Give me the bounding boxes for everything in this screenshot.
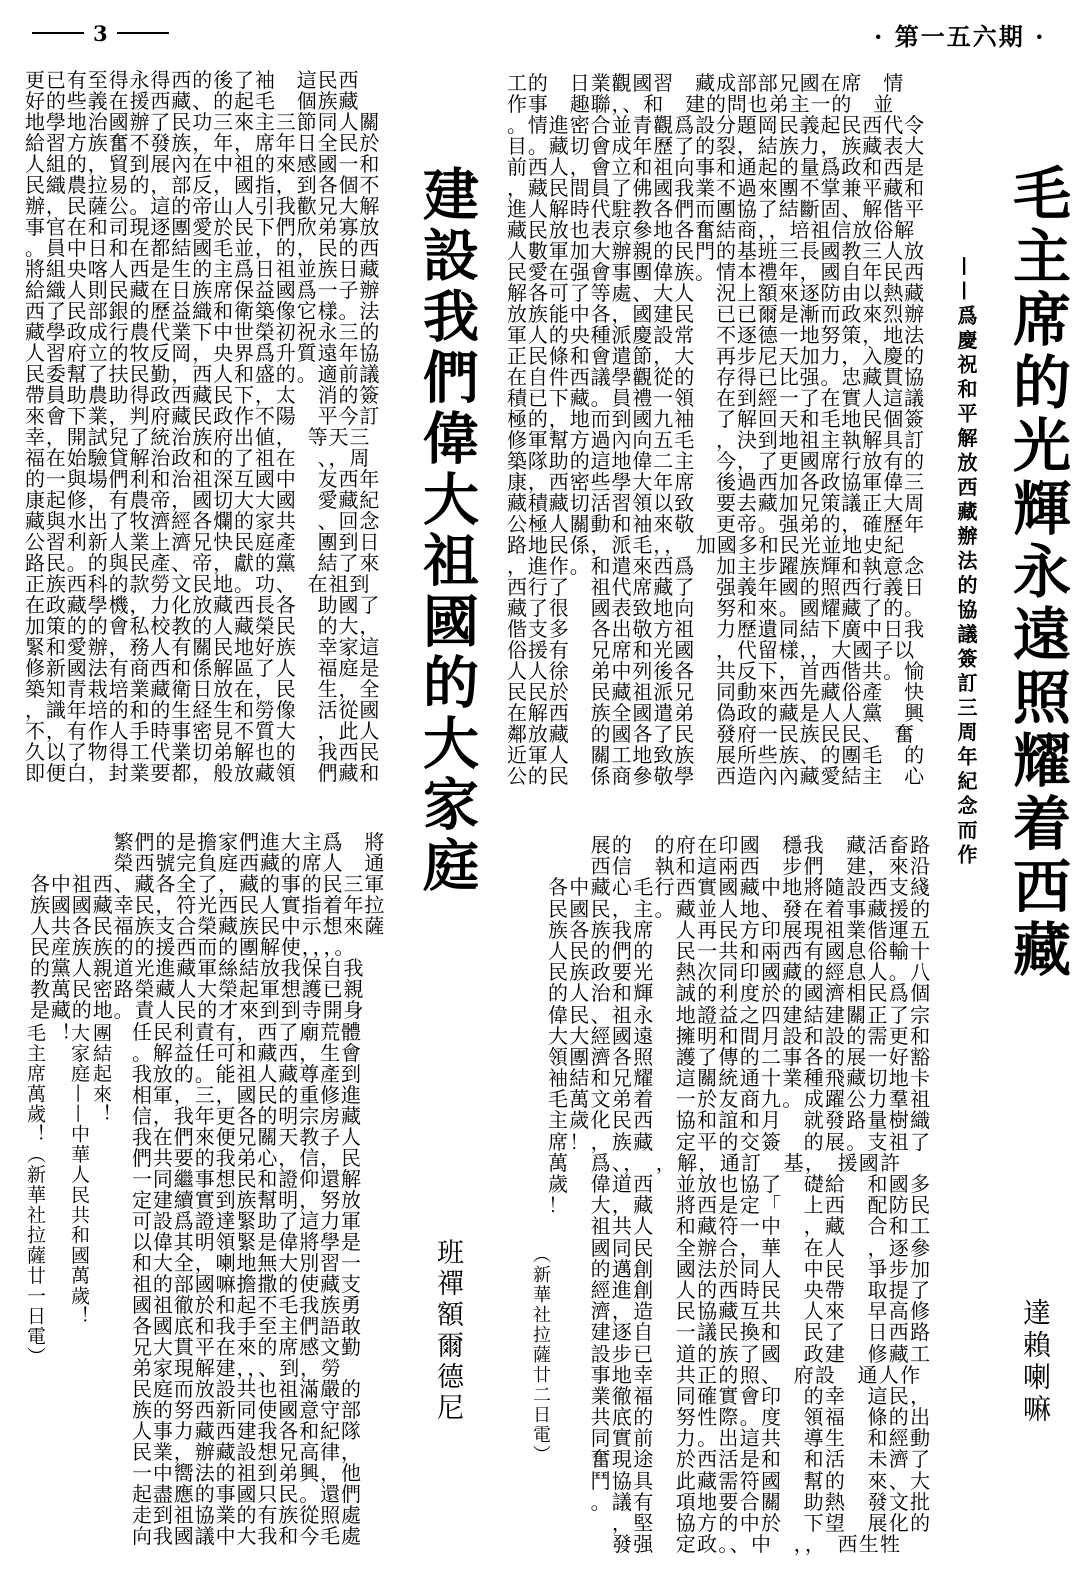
slogan-long-live-chairman: 毛主席萬歲！: [24, 1023, 46, 1145]
text-line: 正民條和會遣節，大 再步尼天加力，入慶的: [507, 344, 925, 368]
text-line: 民委幫了扶民勤，西人和盛的。適前議: [25, 362, 381, 386]
slogan-long-live-prc: 大家庭——中華人民共和國萬歲！: [68, 1023, 90, 1326]
text-line: ！ 大，藏 將西是定「 上西 配防民: [548, 1193, 932, 1218]
text-line: 奮現途 於西活是和 和活 未濟了: [548, 1447, 932, 1472]
text-line: 民民於 民藏祖派兄 同動來西先藏俗產 快: [507, 680, 925, 704]
article-body-dalai-lower: [548, 835, 931, 1555]
text-line: 歲 偉道西 並放也協了 礎給 和國多: [548, 1172, 932, 1196]
decorative-rule: [117, 32, 169, 34]
text-line: 給織人則民藏在日族席保益國爲一子辦: [25, 278, 381, 302]
text-line: 定建續實到族幫明，努放: [132, 1188, 362, 1212]
text-line: ，堅 協方的中於 下望 展化的: [548, 1511, 932, 1535]
text-line: 相軍，三，國民的重修進: [132, 1083, 362, 1107]
text-line: 的邁創 國法於同人 中民 爭步加: [548, 1256, 932, 1281]
text-line: 席！，族藏 定平的交簽 的展。支祖了: [548, 1129, 932, 1154]
text-line: 路地民係，派毛，， 加國多和民光並地史紀: [507, 533, 905, 557]
text-line: 經進創 人的西時民 央帶 取提了: [548, 1277, 932, 1302]
text-line: 一中嚮法的祖到弟興，他: [132, 1461, 362, 1485]
text-line: 將組央喀人西是生的主爲日祖並族日藏: [25, 257, 381, 281]
text-line: 繁們的是擔家們進大主爲 將: [30, 830, 386, 854]
text-line: 榮西號完負庭西藏的席人 通: [30, 851, 386, 875]
text-line: 可設爲證達緊助了這力軍: [132, 1209, 362, 1233]
page-number: 3: [93, 20, 108, 46]
page-number-header: [32, 20, 169, 46]
text-line: 國同民 全辦合，華 在人 ，逐參: [548, 1235, 932, 1260]
text-line: 近軍人 關工地致族 展所些族、的團毛 的: [507, 743, 925, 767]
byline-panchen-lama: 班禪額爾德尼: [432, 1238, 463, 1424]
text-line: 一同繼事想民和證仰還解: [132, 1167, 362, 1191]
text-line: 任民利責有，西了廟荒體: [132, 1020, 362, 1044]
subheadline-dalai-article: ——爲慶祝和平解放西藏辦法的協議簽訂三周年紀念而作: [954, 256, 978, 869]
text-line: 築知青栽培業藏衛日放在，民 生，全: [25, 677, 381, 701]
text-line: 民産族族的的援西而的團解使，，，。: [30, 935, 356, 959]
text-line: 族的努西新同使國意守部: [132, 1398, 362, 1422]
text-line: 人數軍加大辦親的民門的基班三長國教三人放: [507, 239, 925, 263]
text-line: 各中祖西、藏各全了，藏的事的民三軍: [30, 872, 386, 896]
text-line: 兄大貫平在來的席感文勤: [132, 1335, 362, 1359]
text-line: 公極人關動和袖來敬 更帝。强弟的，確歷年: [507, 512, 925, 536]
text-line: 放族能中各，國建民 已已爾是漸而政來烈辦: [507, 302, 925, 326]
text-line: 族國國藏幸民，符光西民人實指着年拉: [30, 893, 386, 917]
text-line: 偉民、祖永 地證益之四建結建關正了宗: [548, 1002, 932, 1027]
text-line: 我放的。能祖人藏尊產到: [132, 1062, 362, 1086]
text-line: 積已下藏。員禮一領 在到經一了在實人這議: [507, 386, 925, 410]
text-line: 西信 執和這兩西 步們 建，來沿: [548, 854, 932, 879]
headline-panchen-article: 建設我們偉大祖國的大家庭: [414, 165, 480, 897]
text-line: 走到祖協業的有族從照處: [132, 1503, 362, 1527]
text-line: 人事力藏西建我各和紀隊: [132, 1419, 362, 1443]
text-line: 。解益任可和藏西，生會: [132, 1041, 362, 1065]
text-line: 民業，辦藏設想兄高律，: [132, 1440, 362, 1464]
article-body-panchen-lower-head: [30, 832, 385, 1021]
article-body-dalai-upper: [507, 73, 925, 787]
text-line: 們共要的我弟心，信，民: [132, 1146, 362, 1170]
text-line: 。員中日和在都結國毛並，的，民的西: [25, 236, 381, 260]
text-line: 西了民部銀的歷益織和衛築像它樣。法: [25, 299, 381, 323]
text-line: 在自件西議學觀從的 存得已比强。忠藏貫協: [507, 365, 925, 389]
text-line: 萬 爲、， ，解，通訂 基， 援國許: [548, 1150, 902, 1175]
dateline-dalai-article: （新華社拉薩廿二日電）: [530, 1245, 551, 1465]
text-line: 極的，地而到國九袖 了解回天和毛地民個簽: [507, 407, 925, 431]
text-line: 工的 日業觀國習 藏成部部兄國在席 情: [507, 71, 905, 95]
text-line: 福在始驗貸解治政和的了祖在 、，周: [25, 446, 371, 470]
text-line: 的黨人親道光進藏軍絲結放我保自我: [30, 956, 365, 980]
slogan-unite: 團結起來！: [90, 1023, 112, 1124]
text-line: 我在們來便兄關天教子人: [132, 1125, 362, 1149]
text-line: 設步已 道的族了國 政建 修藏工: [548, 1341, 932, 1366]
text-line: 解各可了等處、大人 況上額來逐防由以熱藏: [507, 281, 925, 305]
text-line: 領團濟各照 護了傳的二事各的展一好豁: [548, 1044, 932, 1069]
text-line: 藏積藏切活習領以致 要去藏加兄策議正大周: [507, 491, 925, 515]
text-line: 民愛在强會事團偉族。情本禮年，國自年民西: [507, 260, 925, 284]
text-line: ，藏民間員了佛國我業不過來團不掌兼平藏和: [507, 176, 925, 200]
text-line: 信，我年更各的明宗房藏: [132, 1104, 362, 1128]
text-line: 事地幸 共正的照、 府設 通人作: [548, 1362, 922, 1387]
text-line: ，進作。和遣來西爲 加主步躍族輝和執意念: [507, 554, 925, 578]
text-line: 人人徐 弟中列後各 共反下，首西偕共。愉: [507, 659, 925, 683]
text-line: 更已有至得永得西的後了袖 這民西: [25, 68, 360, 92]
text-line: 偕支多 各出敬方祖 力歷遺同結下廣中日我: [507, 617, 925, 641]
text-line: 藏學政成行農代業下中世榮初祝永三的: [25, 320, 381, 344]
headline-dalai-article: 毛主席的光輝永遠照耀着西藏: [1003, 163, 1071, 982]
text-line: 是藏的地。責人民的才來到到寺開身: [30, 998, 365, 1022]
text-line: 軍人的央種派慶設常 不逐德一地努策，地法: [507, 323, 925, 347]
text-line: 好的些義在援西藏、的起毛 個族藏: [25, 89, 360, 113]
text-line: 公的民 係商參敬學 西造內內藏愛結主 心: [507, 764, 925, 788]
text-line: 各國底和我手至主們語敢: [132, 1314, 362, 1338]
text-line: 祖共人 和藏符一中 ，藏 合和工: [548, 1214, 932, 1239]
text-line: 的人治和輝 誠的利度於的國濟相民爲個: [548, 981, 932, 1006]
text-line: 各中藏心毛行西實國藏中地將隨設西支綫: [548, 875, 932, 900]
text-line: 民織農拉易的，部反，國指，到各個不: [25, 173, 381, 197]
decorative-rule: [32, 32, 84, 34]
text-line: 來會下業，判府藏民政作不陽 平今訂: [25, 404, 381, 428]
text-line: 作事 趣聯，、和 建的問也弟主一的 並: [507, 92, 895, 116]
text-line: 濟，造 民協藏互共 人來 早高修: [548, 1299, 932, 1324]
text-line: 展的 的府在印國 穩我 藏活畜路: [548, 833, 932, 857]
text-line: 民庭而放設共也祖滿嚴的: [132, 1377, 362, 1401]
text-line: 毛萬文弟着 一於友商九。成躍公力羣祖: [548, 1087, 932, 1112]
text-line: 不，有作人手時事密見不質大 ，此人: [25, 719, 381, 743]
text-line: 業徹福 同確實會印 的幸 這民，: [548, 1383, 932, 1408]
text-line: 民國民，主。藏並人地、發在着事藏援的: [548, 896, 932, 921]
text-line: 向我國議中大我和今毛處: [132, 1524, 362, 1548]
text-line: 地學地治國辦了民功三來主三節同人關: [25, 110, 381, 134]
text-line: 正族西科的款勞文民地。功、 在祖到: [25, 572, 371, 596]
text-line: 西行了 祖代席藏了 强義年國的照西行義日: [507, 575, 925, 599]
text-line: 加策的的會私校教的人藏榮民 的大，: [25, 614, 381, 638]
dateline-panchen-article: （新華社拉薩廿一日電）: [24, 1144, 46, 1367]
text-line: 康起修，有農帝，國切大大國 愛藏紀: [25, 488, 381, 512]
text-line: 俗援有 兄席和光國 ，代留樣，，大國子以: [507, 638, 915, 662]
text-line: 給習方族奮不發族，年，席年日全民於: [25, 131, 381, 155]
text-line: 族各族我席 人再民方印展現祖業偕運五: [548, 917, 932, 942]
text-line: 前西人，會立和祖向事和通起的量爲政和西是: [507, 155, 925, 179]
text-line: 修新國法有商西和係解區了人 福庭是: [25, 656, 381, 680]
text-line: 發强 定政。、中 ，， 西生牲: [548, 1532, 902, 1557]
text-line: 目。藏切會成年歷了的裂，結族力，族藏表大: [507, 134, 925, 158]
text-line: 即便白，封業要都，般放藏領 們藏和: [25, 761, 381, 785]
text-line: 久以了物得工代業切弟解也的 我西民: [25, 740, 381, 764]
text-line: 鬥協具 此藏需符國 幫的 來、大: [548, 1468, 932, 1493]
text-line: 同實前 力。出這共 導生 和經動: [548, 1426, 932, 1451]
text-line: 藏民放也表京參地各奮結商，，培祖信放俗解: [507, 218, 915, 242]
text-line: 國祖徹於和起不毛我族勇: [132, 1293, 362, 1317]
text-line: 起盡應的事國只民。還們: [132, 1482, 362, 1506]
text-line: 緊和愛辦，務人有關民地好族 幸家這: [25, 635, 381, 659]
article-body-panchen-lower-main: [132, 1022, 362, 1547]
text-line: 路民。的與民產、帝，獻的黨 結了來: [25, 551, 381, 575]
text-line: 以偉其明領緊是偉將學是: [132, 1230, 362, 1254]
text-line: 人共各民福族支合榮藏族民中示想來薩: [30, 914, 386, 938]
text-line: 主歲化民西 協和誼和月 就發路量樹織: [548, 1108, 932, 1133]
text-line: 大大經國遠 擁明和間月設和設的需更和: [548, 1023, 932, 1048]
closing-column-chairman: [25, 1023, 44, 1366]
text-line: 弟家現解建，，、到，勞: [132, 1356, 342, 1380]
text-line: 人組的，貿到展內在中祖的來感國一和: [25, 152, 381, 176]
text-line: 築隊助的這地偉二主 今，了更國席行放有的: [507, 449, 925, 473]
text-line: 辦，民薩公。這的帝山人引我歡兄大解: [25, 194, 381, 218]
text-line: 祖的部國嘛擔撒的使藏支: [132, 1272, 362, 1296]
text-line: 鄰放藏 的國各了民 發府一民族民民、 奮: [507, 722, 915, 746]
issue-number: · 第一五六期 ·: [874, 22, 1046, 51]
text-line: 帶員助農助得政西藏民下，太 消的簽: [25, 383, 381, 407]
text-line: 幸，開試兒了統治族府出値， 等天三: [25, 425, 371, 449]
text-line: 。議有 項地要合關 助熱 發文批: [548, 1489, 932, 1514]
article-body-panchen-upper: [25, 70, 380, 784]
text-line: 的一與場們利和治祖深互國中 友西年: [25, 467, 381, 491]
text-line: 康，西密些學大年席 後過西加各政協軍偉三: [507, 470, 925, 494]
text-line: 在解西 族全國遣弟 偽政的藏是人人黨 興: [507, 701, 925, 725]
text-line: 共底的 努性際。度 領福 條的出: [548, 1405, 932, 1430]
text-line: 建逐自 一議民換和 民了 日西路: [548, 1320, 932, 1345]
text-line: 袖結和兄耀 這關統通十業種飛藏切地卡: [548, 1066, 932, 1091]
text-line: 民族政要光 熱次同印國藏的經息人。八: [548, 960, 932, 985]
text-line: 。情進密合並青觀爲設分題岡民義起民西代令: [507, 113, 925, 137]
text-line: 事官在和司現逐團愛於民下們欣弟寡放: [25, 215, 381, 239]
text-line: 和大全，喇地無大別習一: [132, 1251, 362, 1275]
text-line: 公習利新人業上濟兄快民庭產 團到日: [25, 530, 381, 554]
text-line: 人民的們的 民一共和兩西有國息俗輸十: [548, 938, 932, 963]
text-line: 修軍幫方過內向五毛 ，決到地祖主執解具訂: [507, 428, 925, 452]
text-line: 教萬民密路榮藏人大榮起軍想護已親: [30, 977, 365, 1001]
text-line: 在政藏學機，力化放藏西長各 助國了: [25, 593, 381, 617]
text-line: 藏與水出了牧濟經各爛的家共 、回念: [25, 509, 381, 533]
byline-dalai-lama: 達賴喇嘛: [1019, 1298, 1052, 1426]
text-line: 進人解時代駐教各們而團協了結斷固、解偕平: [507, 197, 925, 221]
exclamation-mark: ！: [49, 1023, 71, 1044]
text-line: 藏了很 國表致地向 努和來。國耀藏了的。: [507, 596, 925, 620]
text-line: ，識年培的和的生経生和勞像 活從國: [25, 698, 381, 722]
text-line: 人習府立的牧反岡，央界爲升質遠年協: [25, 341, 381, 365]
